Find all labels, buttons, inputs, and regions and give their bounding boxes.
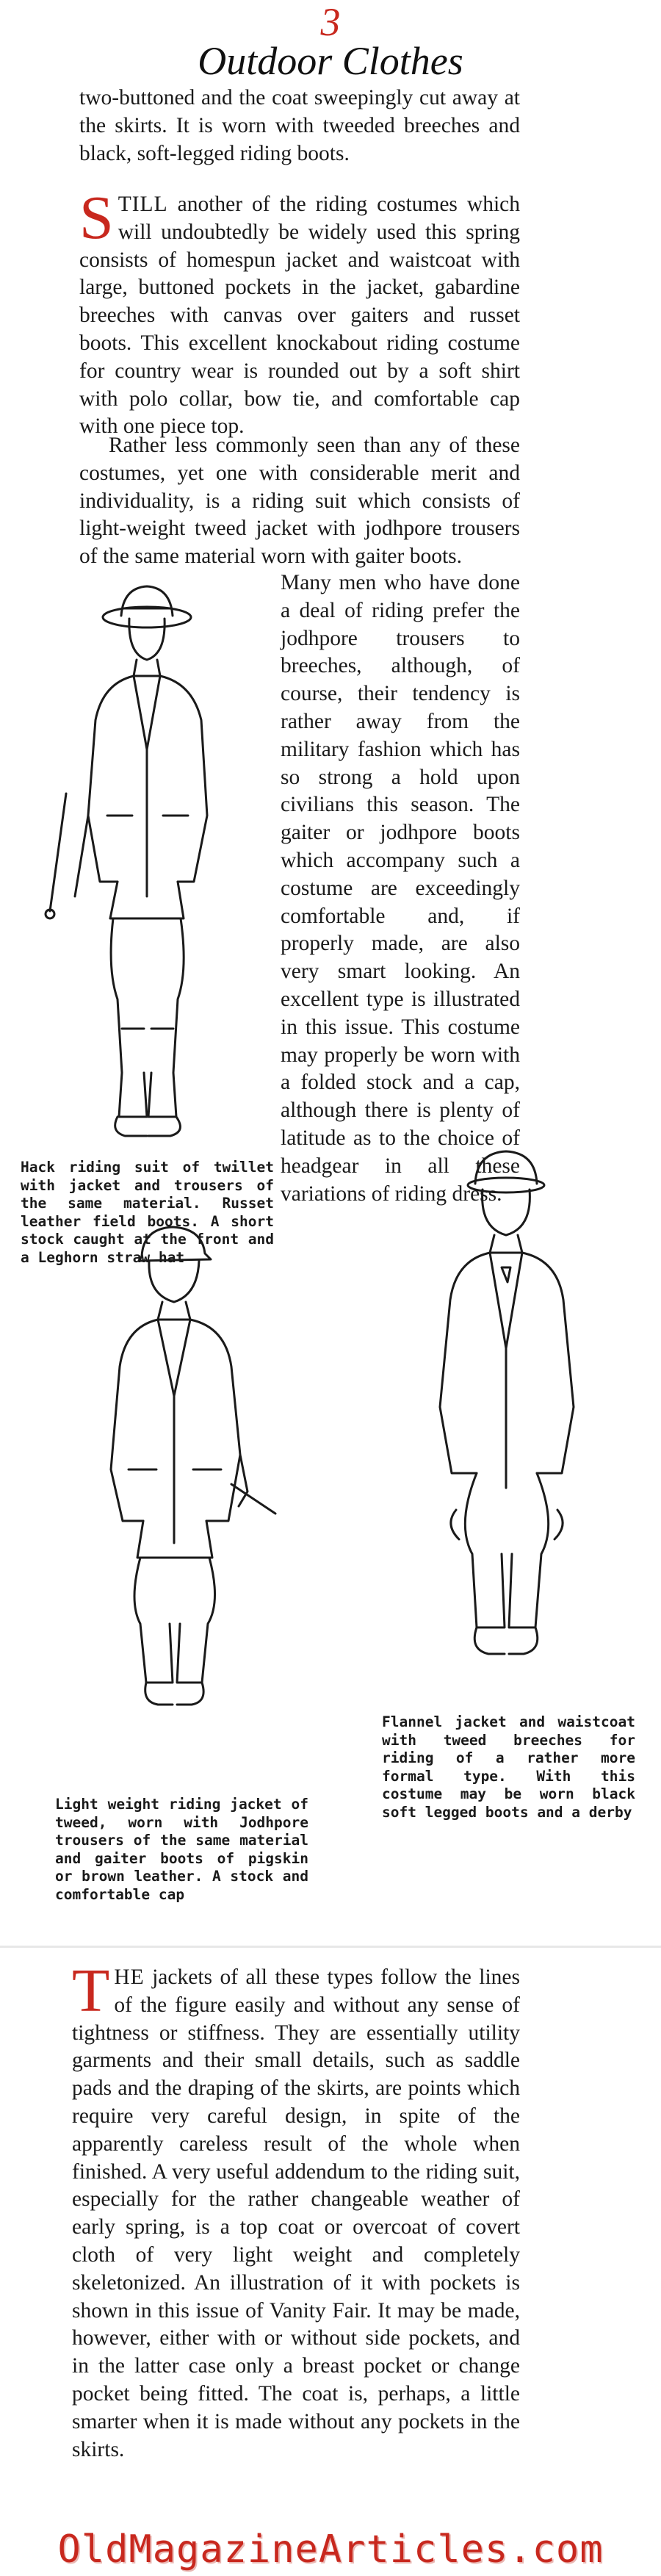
paragraph-the-jackets: [72, 1957, 520, 2464]
paragraph-continued: two-buttoned and the coat sweepingly cut away at the skirts. It is worn with tweeded breeches and black, soft-legged riding boots.: [79, 86, 520, 165]
caption-hack-riding-suit: Hack riding suit of twillet with jacket and trousers of the same material. Russet leather field boots. A short stock caught at the front and a Leghorn straw hat: [21, 1159, 274, 1266]
illustration-hack-riding-suit: [37, 573, 272, 1154]
paragraph-rather-text: Rather less commonly seen than any of these costumes, yet one with considerable merit and individuality, is a riding suit which consists of light-weight tweed jacket with jodhpore trousers of the same material worn with gaiter boots.: [79, 433, 520, 569]
dropcap-t: T: [72, 1957, 110, 2025]
paragraph-the-jackets-text: jackets of all these types follow the lines of the figure easily and without any sense of tightness or stiffness. They are essentially utility garments and their small details, such as saddle pads and the draping of the skirts, are points which require very careful design, in spite of the apparently careless result of the whole when finished. A very useful addendum to the riding suit, especially for the rather changeable weather of early spring, is a top coat or overcoat of covert cloth of very light weight and completely skeletonized. An illustration of it with pockets is shown in this issue of Vanity Fair. It may be made, however, either with or without side pockets, and in the latter case only a breast pocket or change pocket being fitted. The coat is, perhaps, a little smarter when it is made without any pockets in the skirts.: [72, 1965, 520, 2461]
paragraph-rather: [79, 432, 520, 571]
caption-light-weight-riding-jacket: Light weight riding jacket of tweed, worn with Jodhpore trousers of the same material and gaiter boots of pigskin or brown leather. A stock and comfortable cap: [55, 1796, 308, 1903]
footer-watermark[interactable]: OldMagazineArticles.com: [57, 2528, 604, 2572]
illustration-flannel-jacket: [386, 1143, 628, 1701]
paragraph-still: [79, 184, 520, 441]
illustration-light-weight-riding-jacket: [55, 1212, 297, 1719]
dropcap-s: S: [79, 184, 114, 252]
page-number: 3: [320, 0, 341, 44]
paragraph-still-text: another of the riding costumes which will undoubtedly be widely used this spring consists of homespun jacket and waistcoat with large, buttoned pockets in the jacket, gabardine breeches with canvas over gaiters and russet boots. This excellent knockabout riding costume for country wear is rounded out by a soft shirt with polo collar, bow tie, and comfortable cap with one piece top.: [79, 193, 520, 439]
paragraph-many-men: Many men who have done a deal of riding prefer the jodhpore trousers to breeches, although, of course, their tendency is rather away from the military fashion which has so strong a hold upon civilians this season. The gaiter or jodhpore boots which accompany such a costume are exceedingly comfortable and, if properly made, are also very smart looking. An excellent type is illustrated in this issue. This costume may properly be worn with a folded stock and a cap, although there is plenty of latitude as to the choice of headgear in all these variations of riding dress.: [281, 571, 520, 1206]
page-title: Outdoor Clothes: [198, 39, 463, 83]
smallcaps-the: HE: [114, 1965, 145, 1989]
smallcaps-still: TILL: [118, 193, 168, 216]
caption-flannel-jacket: Flannel jacket and waistcoat with tweed breeches for riding of a rather more formal type. With this costume may be worn black soft legged boots and a derby: [382, 1713, 635, 1821]
section-divider: [0, 1946, 661, 1948]
